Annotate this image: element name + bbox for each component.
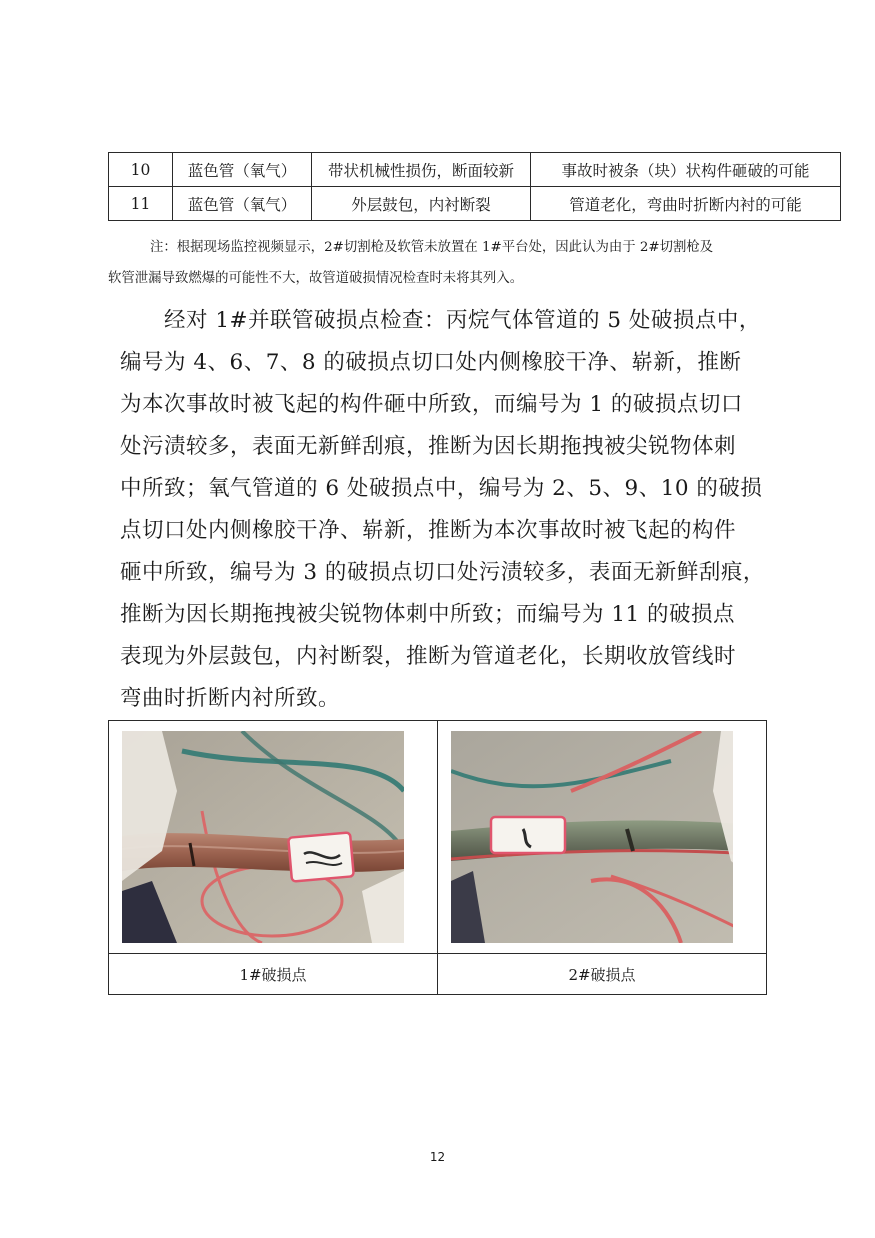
paragraph-line: 弯曲时折断内衬所致。 (120, 686, 341, 711)
inspection-paragraph (120, 300, 840, 720)
photo-cell-left (109, 721, 438, 954)
paragraph-line: 处污渍较多，表面无新鲜刮痕，推断为因长期拖拽被尖锐物体刺 (120, 434, 737, 459)
row-number: 11 (109, 187, 173, 221)
damage-description: 带状机械性损伤，断面较新 (312, 153, 531, 187)
photo-table (108, 720, 767, 995)
note-line: 软管泄漏导致燃爆的可能性不大，故管道破损情况检查时未将其列入。 (108, 271, 524, 286)
paragraph-line: 中所致；氧气管道的 6 处破损点中，编号为 2、5、9、10 的破损 (120, 476, 763, 501)
paragraph-line: 推断为因长期拖拽被尖锐物体刺中所致；而编号为 11 的破损点 (120, 602, 736, 627)
table-row (109, 153, 841, 187)
page-number: 12 (429, 1150, 446, 1164)
paragraph-line: 表现为外层鼓包，内衬断裂，推断为管道老化，长期收放管线时 (120, 644, 737, 669)
paragraph-line: 点切口处内侧橡胶干净、崭新，推断为本次事故时被飞起的构件 (120, 518, 737, 543)
paragraph-line: 为本次事故时被飞起的构件砸中所致，而编号为 1 的破损点切口 (120, 392, 743, 417)
damage-description: 外层鼓包，内衬断裂 (312, 187, 531, 221)
photo-caption-left: 1#破损点 (109, 954, 438, 995)
pipe-type: 蓝色管（氧气） (173, 187, 312, 221)
damage-cause: 管道老化，弯曲时折断内衬的可能 (531, 187, 841, 221)
photo-cell-right (438, 721, 767, 954)
paragraph-line: 经对 1#并联管破损点检查：丙烷气体管道的 5 处破损点中， (120, 308, 761, 333)
damage-point-2-photo (451, 731, 733, 943)
pipe-type: 蓝色管（氧气） (173, 153, 312, 187)
paragraph-line: 编号为 4、6、7、8 的破损点切口处内侧橡胶干净、崭新，推断 (120, 350, 742, 375)
table-row (109, 187, 841, 221)
damage-cause: 事故时被条（块）状构件砸破的可能 (531, 153, 841, 187)
row-number: 10 (109, 153, 173, 187)
table-note (108, 232, 841, 294)
damage-point-1-photo (122, 731, 404, 943)
note-line: 注：根据现场监控视频显示，2#切割枪及软管未放置在 1#平台处，因此认为由于 2#切割枪及 (150, 240, 714, 255)
damage-table (108, 152, 841, 221)
paragraph-line: 砸中所致，编号为 3 的破损点切口处污渍较多，表面无新鲜刮痕， (120, 560, 765, 585)
photo-caption-right: 2#破损点 (438, 954, 767, 995)
